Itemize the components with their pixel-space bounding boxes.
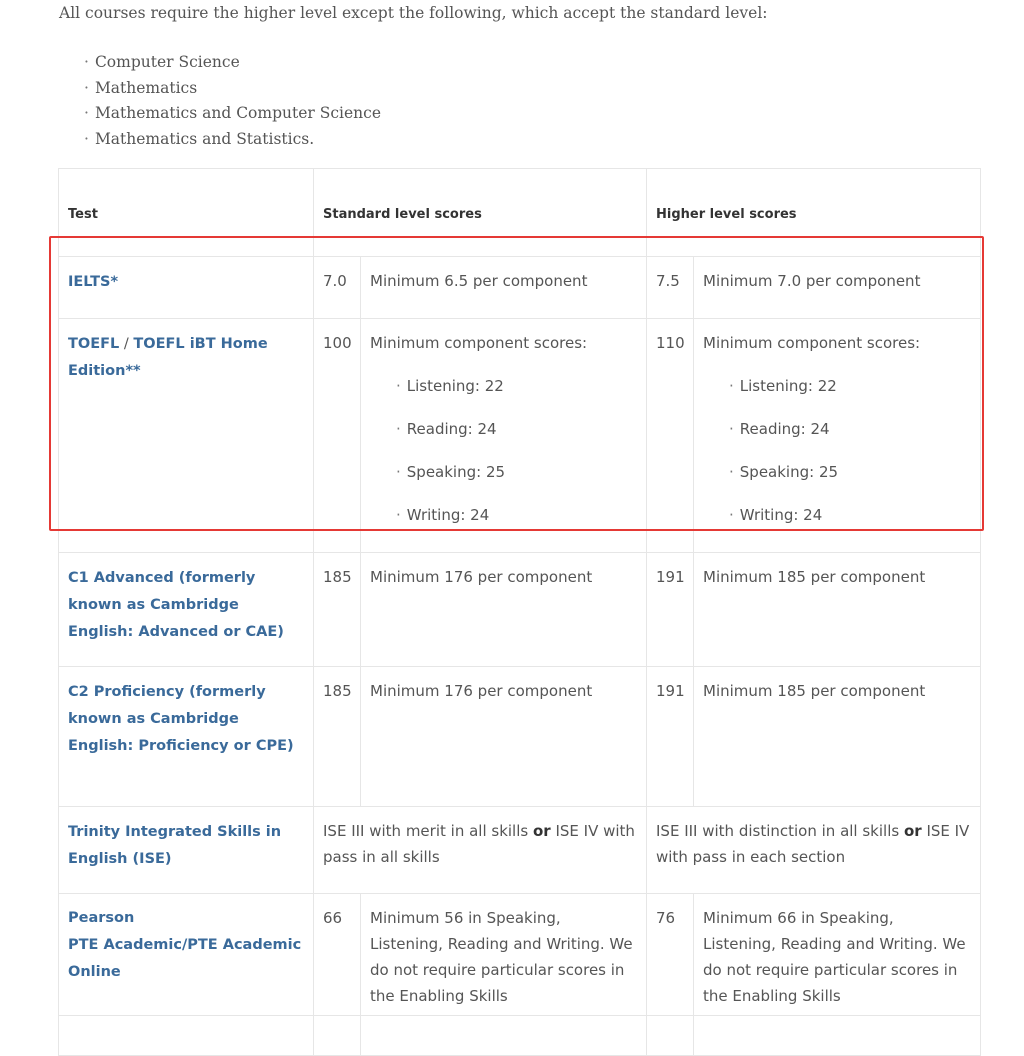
course-item: · Computer Science (84, 50, 381, 76)
list-item: · Speaking: 25 (396, 451, 637, 494)
header-standard: Standard level scores (314, 169, 647, 257)
toefl-ibt-home-link[interactable]: TOEFL iBT Home Edition** (68, 336, 268, 379)
high-score: 7.5 (647, 257, 694, 319)
high-score: 110 (647, 319, 694, 553)
table-row-ielts (59, 257, 981, 319)
list-item: · Writing: 24 (396, 494, 637, 537)
high-detail: Minimum component scores: (703, 334, 921, 352)
high-detail: Minimum 66 in Speaking, Listening, Reading and Writing. We do not require particular scores in the Enabling Skills (694, 894, 981, 1016)
std-detail: Minimum 6.5 per component (361, 257, 647, 319)
std-score: 185 (314, 667, 361, 807)
std-component-list (370, 365, 637, 537)
high-detail: Minimum 185 per component (694, 553, 981, 667)
std-detail: Minimum 176 per component (361, 553, 647, 667)
pte-academic-link[interactable]: PTE Academic/PTE Academic Online (68, 937, 302, 980)
standard-level-courses-list (84, 50, 381, 153)
high-detail: ISE III with distinction in all skills or ISE IV with pass in each section (647, 807, 981, 894)
list-item: · Speaking: 25 (729, 451, 971, 494)
course-item: · Mathematics and Statistics. (84, 127, 381, 153)
high-detail: Minimum 185 per component (694, 667, 981, 807)
header-test: Test (59, 169, 314, 257)
header-higher: Higher level scores (647, 169, 981, 257)
course-item: · Mathematics and Computer Science (84, 101, 381, 127)
list-item: · Listening: 22 (396, 365, 637, 408)
std-detail: Minimum 56 in Speaking, Listening, Reading and Writing. We do not require particular scores in the Enabling Skills (361, 894, 647, 1016)
high-score: 191 (647, 553, 694, 667)
std-detail: ISE III with merit in all skills or ISE IV with pass in all skills (314, 807, 647, 894)
list-item: · Reading: 24 (729, 408, 971, 451)
std-score: 100 (314, 319, 361, 553)
list-item: · Reading: 24 (396, 408, 637, 451)
std-score: 7.0 (314, 257, 361, 319)
table-row-c2 (59, 667, 981, 807)
table-row-pte (59, 894, 981, 1016)
table-row-empty (59, 1016, 981, 1056)
c2-proficiency-link[interactable]: C2 Proficiency (formerly known as Cambridge English: Proficiency or CPE) (68, 684, 294, 754)
high-score: 76 (647, 894, 694, 1016)
c1-advanced-link[interactable]: C1 Advanced (formerly known as Cambridge English: Advanced or CAE) (68, 570, 284, 640)
high-detail: Minimum 7.0 per component (694, 257, 981, 319)
list-item: · Listening: 22 (729, 365, 971, 408)
high-score: 191 (647, 667, 694, 807)
table-row-c1 (59, 553, 981, 667)
std-detail: Minimum 176 per component (361, 667, 647, 807)
ielts-link[interactable]: IELTS* (68, 274, 119, 290)
course-item: · Mathematics (84, 76, 381, 102)
intro-text: All courses require the higher level except the following, which accept the standard level: (59, 4, 768, 22)
toefl-separator: / (119, 336, 134, 352)
toefl-link[interactable]: TOEFL (68, 336, 120, 352)
std-score: 66 (314, 894, 361, 1016)
english-test-scores-table (58, 168, 981, 1056)
table-row-toefl (59, 319, 981, 553)
std-detail: Minimum component scores: (370, 334, 588, 352)
table-row-ise (59, 807, 981, 894)
std-score: 185 (314, 553, 361, 667)
trinity-ise-link[interactable]: Trinity Integrated Skills in English (ISE) (68, 824, 282, 867)
table-header-row (59, 169, 981, 257)
high-component-list (703, 365, 971, 537)
pte-provider: Pearson (68, 910, 135, 926)
list-item: · Writing: 24 (729, 494, 971, 537)
